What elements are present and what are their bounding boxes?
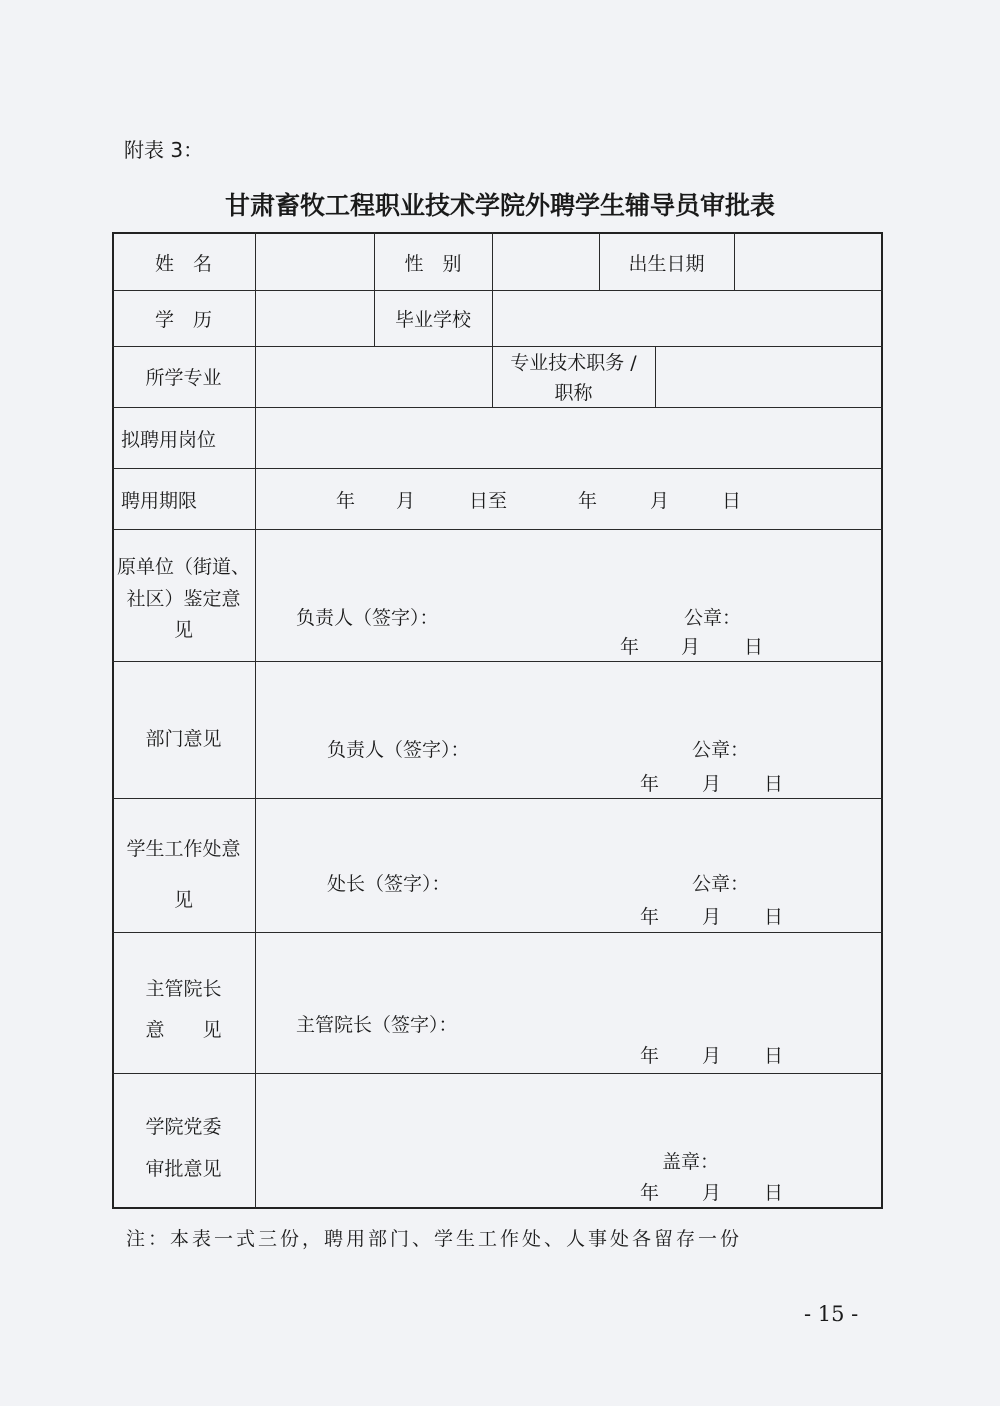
row-divider (112, 529, 883, 530)
professional-title-label: 专业技术职务 / (510, 352, 637, 374)
label-column-divider (255, 232, 256, 1209)
original-unit-year: 年 (620, 636, 640, 658)
party-committee-day: 日 (764, 1182, 784, 1204)
original-unit-seal: 公章： (684, 607, 742, 629)
graduated-school-label: 毕业学校 (394, 309, 471, 331)
vice-president-label-line2: 意 见 (145, 1019, 222, 1041)
row-divider (112, 290, 883, 291)
term-start-month: 月 (396, 490, 416, 512)
term-start-year: 年 (336, 490, 356, 512)
attachment-label: 附表 3： (124, 138, 204, 162)
student-affairs-label: 学生工作处意 (126, 838, 241, 860)
gender-label: 性 别 (404, 253, 462, 275)
original-unit-label-line2: 社区）鉴定意 (126, 588, 241, 610)
student-affairs-signer: 处长（签字）： (327, 873, 451, 895)
term-end-month: 月 (650, 490, 670, 512)
original-unit-day: 日 (744, 636, 764, 658)
row-divider (112, 798, 883, 799)
birth-date-label: 出生日期 (628, 253, 705, 275)
col-divider (492, 232, 493, 346)
party-committee-label: 学院党委 (145, 1116, 222, 1138)
original-unit-label-line3: 见 (173, 619, 193, 641)
department-signer: 负责人（签字）： (327, 739, 470, 761)
party-committee-month: 月 (702, 1182, 722, 1204)
department-month: 月 (702, 773, 722, 795)
row-divider (112, 932, 883, 933)
original-unit-signer: 负责人（签字）： (296, 607, 439, 629)
original-unit-label: 原单位（街道、 (116, 556, 250, 578)
student-affairs-month: 月 (702, 906, 722, 928)
row-divider (112, 1073, 883, 1074)
row-divider (112, 468, 883, 469)
education-label: 学 历 (154, 309, 212, 331)
party-committee-label-line2: 审批意见 (145, 1158, 222, 1180)
form-title: 甘肃畜牧工程职业技术学院外聘学生辅导员审批表 (224, 191, 775, 220)
term-end-day: 日 (722, 490, 742, 512)
proposed-position-label: 拟聘用岗位 (121, 429, 217, 451)
col-divider (655, 346, 656, 407)
row-divider (112, 346, 883, 347)
professional-title-label-line2: 职称 (554, 382, 593, 404)
student-affairs-year: 年 (640, 906, 660, 928)
vice-president-signer: 主管院长（签字）： (296, 1014, 458, 1036)
department-seal: 公章： (692, 739, 750, 761)
party-committee-seal: 盖章： (662, 1151, 720, 1173)
student-affairs-label-line2: 见 (173, 889, 193, 911)
row-divider (112, 407, 883, 408)
vice-president-day: 日 (764, 1045, 784, 1067)
col-divider (734, 232, 735, 290)
original-unit-month: 月 (681, 636, 701, 658)
student-affairs-day: 日 (764, 906, 784, 928)
vice-president-year: 年 (640, 1045, 660, 1067)
name-label: 姓 名 (154, 253, 212, 275)
department-day: 日 (764, 773, 784, 795)
employment-term-label: 聘用期限 (121, 490, 198, 512)
footnote: 注：本表一式三份，聘用部门、学生工作处、人事处各留存一份 (126, 1228, 743, 1250)
vice-president-label: 主管院长 (145, 978, 222, 1000)
page-number: - 15 - (804, 1302, 859, 1326)
department-year: 年 (640, 773, 660, 795)
term-start-day: 日至 (469, 490, 508, 512)
major-label: 所学专业 (145, 367, 222, 389)
student-affairs-seal: 公章： (692, 873, 750, 895)
term-end-year: 年 (578, 490, 598, 512)
vice-president-month: 月 (702, 1045, 722, 1067)
department-opinion-label: 部门意见 (145, 728, 222, 750)
party-committee-year: 年 (640, 1182, 660, 1204)
row-divider (112, 661, 883, 662)
